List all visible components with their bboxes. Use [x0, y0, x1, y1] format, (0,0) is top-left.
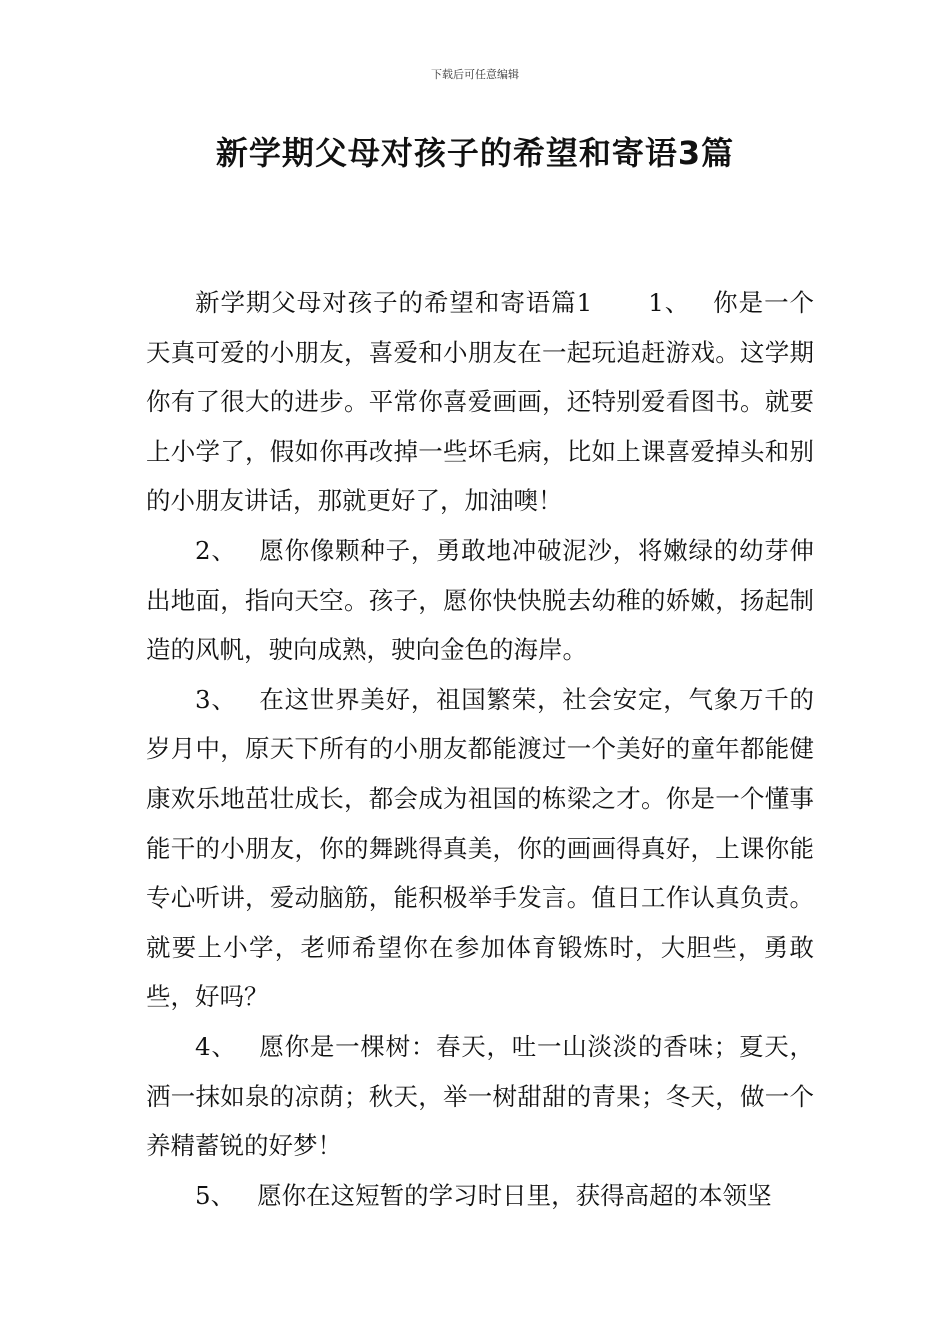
paragraph-item-1 [146, 278, 814, 526]
item-text: 愿你是一棵树：春天，吐一山淡淡的香味；夏天，洒一抹如泉的凉荫；秋天，举一树甜甜的青果；冬天，做一个养精蓄锐的好梦！ [146, 1031, 815, 1161]
paragraph-item-5 [146, 1171, 814, 1221]
item-text: 在这世界美好，祖国繁荣，社会安定，气象万千的岁月中，原天下所有的小朋友都能渡过一个美好的童年都能健康欢乐地茁壮成长，都会成为祖国的栋梁之才。你是一个懂事能干的小朋友，你的舞跳得真美，你的画画得真好，上课你能专心听讲，爱动脑筋，能积极举手发言。值日工作认真负责。就要上小学，老师希望你在参加体育锻炼时，大胆些，勇敢些，好吗？ [146, 684, 815, 1012]
section-heading: 新学期父母对孩子的希望和寄语篇1 [195, 288, 593, 317]
item-number: 3、 [195, 684, 237, 714]
item-text: 愿你在这短暂的学习时日里，获得高超的本领坚 [257, 1180, 772, 1210]
item-text: 你是一个天真可爱的小朋友，喜爱和小朋友在一起玩追赶游戏。这学期你有了很大的进步。平常你喜爱画画，还特别爱看图书。就要上小学了，假如你再改掉一些坏毛病，比如上课喜爱掉头和别的小朋友讲话，那就更好了，加油噢！ [146, 288, 815, 516]
document-body [146, 278, 814, 1220]
paragraph-item-4 [146, 1022, 814, 1171]
paragraph-item-3 [146, 675, 814, 1022]
header-note: 下载后可任意编辑 [431, 68, 519, 81]
item-number: 1、 [648, 288, 691, 317]
item-number: 2、 [195, 535, 237, 565]
document-title: 新学期父母对孩子的希望和寄语3篇 [215, 134, 735, 172]
item-text: 愿你像颗种子，勇敢地冲破泥沙，将嫩绿的幼芽伸出地面，指向天空。孩子，愿你快快脱去幼稚的娇嫩，扬起制造的风帆，驶向成熟，驶向金色的海岸。 [146, 535, 815, 665]
paragraph-item-2 [146, 526, 814, 675]
item-number: 5、 [195, 1180, 236, 1210]
item-number: 4、 [195, 1031, 237, 1061]
